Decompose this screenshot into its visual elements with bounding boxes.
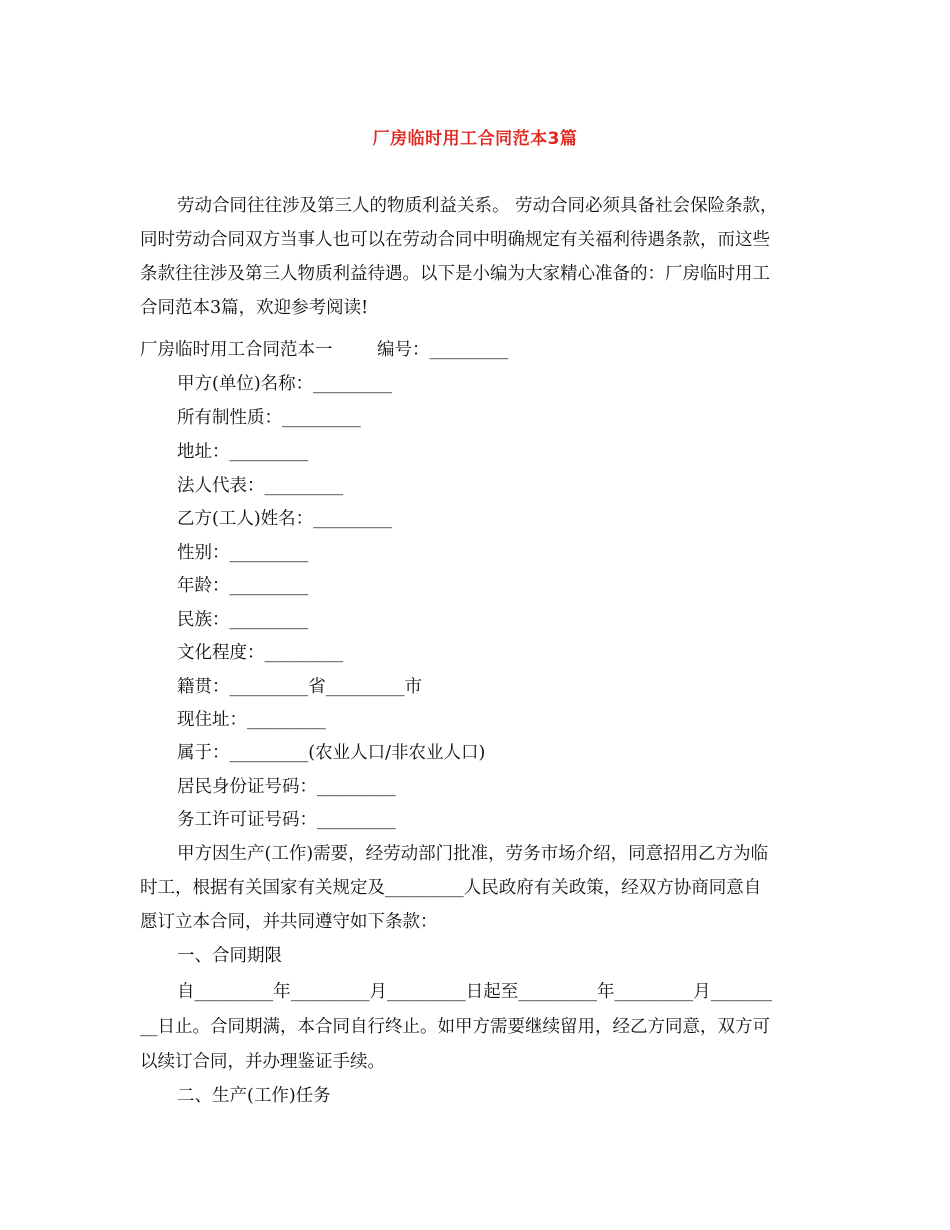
form-field-line: 甲方(单位)名称：_________ xyxy=(177,374,392,394)
form-field-line: 文化程度：_________ xyxy=(177,643,344,663)
form-field-line: 务工许可证号码：_________ xyxy=(177,810,396,830)
clause-heading: 二、生产(工作)任务 xyxy=(177,1086,331,1106)
form-field-line: 现住址：_________ xyxy=(177,710,326,730)
clause-text-line: 自_________年_________月_________日起至_________年_________月_______ xyxy=(177,982,772,1002)
form-field-line: 属于：_________(农业人口/非农业人口) xyxy=(177,743,486,763)
document-title: 厂房临时用工合同范本3篇 xyxy=(372,129,578,149)
intro-line: 同时劳动合同双方当事人也可以在劳动合同中明确规定有关福利待遇条款，而这些 xyxy=(140,230,770,250)
form-field-line: 所有制性质：_________ xyxy=(177,408,361,428)
intro-line: 条款往往涉及第三人物质利益待遇。以下是小编为大家精心准备的：厂房临时用工 xyxy=(140,264,770,284)
clause-heading: 一、合同期限 xyxy=(177,946,282,966)
form-field-line: 地址：_________ xyxy=(177,442,309,462)
clause-text-line: __日止。合同期满，本合同自行终止。如甲方需要继续留用，经乙方同意，双方可 xyxy=(140,1017,770,1037)
body-paragraph-line: 愿订立本合同，并共同遵守如下条款： xyxy=(140,912,438,932)
form-field-line: 法人代表：_________ xyxy=(177,476,344,496)
form-field-line: 籍贯：_________省_________市 xyxy=(177,677,422,697)
contract-heading: 厂房临时用工合同范本一 编号：_________ xyxy=(140,340,509,360)
intro-line: 合同范本3篇，欢迎参考阅读! xyxy=(140,298,369,318)
intro-line: 劳动合同往往涉及第三人的物质利益关系。 劳动合同必须具备社会保险条款， xyxy=(177,196,778,216)
form-field-line: 年龄：_________ xyxy=(177,576,309,596)
clause-text-line: 以续订合同，并办理鉴证手续。 xyxy=(140,1052,385,1072)
form-field-line: 乙方(工人)姓名：_________ xyxy=(177,509,392,529)
form-field-line: 居民身份证号码：_________ xyxy=(177,777,396,797)
form-field-line: 民族：_________ xyxy=(177,610,309,630)
body-paragraph-line: 时工，根据有关国家有关规定及_________人民政府有关政策，经双方协商同意自 xyxy=(140,878,762,898)
form-field-line: 性别：_________ xyxy=(177,543,309,563)
body-paragraph-line: 甲方因生产(工作)需要，经劳动部门批准，劳务市场介绍，同意招用乙方为临 xyxy=(177,844,769,864)
